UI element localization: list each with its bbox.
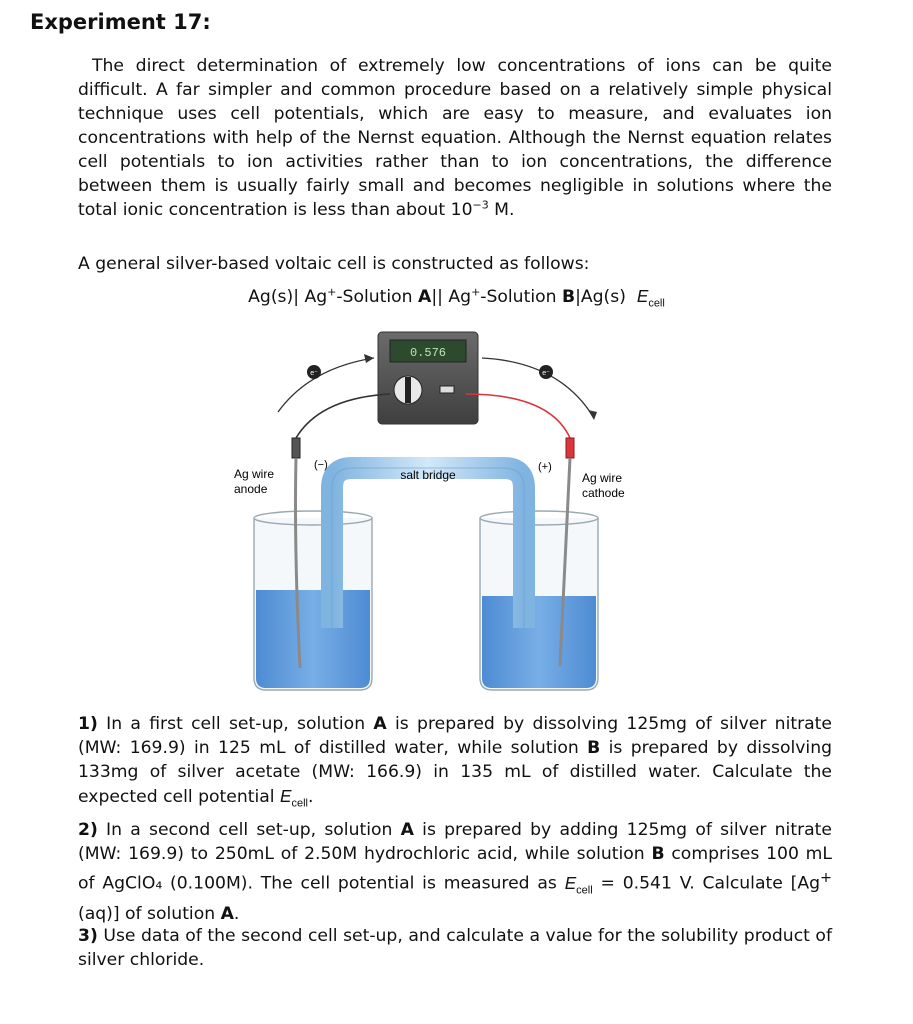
construction-text: A general silver-based voltaic cell is constructed as follows: — [78, 254, 590, 274]
cathode-sign: (+) — [538, 461, 552, 473]
solution-b — [482, 596, 596, 688]
intro-paragraph — [78, 54, 832, 222]
experiment-title: Experiment 17: — [30, 10, 211, 34]
anode-clip — [292, 438, 300, 458]
notation-solution-a: A — [418, 287, 432, 307]
cathode-label-line2: cathode — [582, 486, 625, 500]
cathode-lead-wire — [466, 394, 570, 438]
intro-text: The direct determination of extremely low concentrations of ions can be quite difficult. A far simpler and common procedure based on a relatively simple physical technique uses cell potentials, which are easy to measure, and evaluates ion concentrations with help of the Nernst equation. Although the Nernst equation relates cell potentials to ion activities rather than to ion concentrations, the difference between them is usually fairly small and becomes negligible in solutions where the total ionic concentration is less than about 10 — [78, 56, 832, 220]
svg-text:e⁻: e⁻ — [310, 370, 318, 377]
voltaic-cell-figure — [210, 328, 680, 698]
question-1: 1) In a first cell set-up, solution A is prepared by dissolving 125mg of silver nitrate (MW: 169.9) in 125 mL of distilled water, while solution B is prepared by dissolving 133mg of silver acetate (MW: 166.9) in 135 mL of distilled water. Calculate the expected cell potential $E_{cell}$. — [78, 714, 832, 810]
electron-flow-arrow-right — [482, 358, 594, 418]
intro-unit: M. — [488, 200, 515, 220]
cathode-label-line1: Ag wire — [582, 471, 623, 485]
notation-sup: + — [471, 285, 481, 299]
solution-a — [256, 590, 370, 688]
notation-part: || Ag — [431, 287, 472, 307]
notation-sup: + — [327, 285, 337, 299]
anode-label-line2: anode — [234, 482, 268, 496]
voltmeter-reading: 0.576 — [409, 346, 447, 360]
cell-notation — [0, 286, 913, 309]
question-3: 3) Use data of the second cell set-up, and calculate a value for the solubility product of silver chloride. — [78, 926, 832, 970]
cathode-beaker — [480, 511, 598, 690]
salt-bridge-label: salt bridge — [400, 468, 456, 482]
intro-exponent: −3 — [472, 198, 489, 212]
electron-icon — [307, 365, 321, 379]
svg-text:e⁻: e⁻ — [542, 370, 550, 377]
notation-solution-b: B — [561, 287, 576, 307]
question-2: 2) In a second cell set-up, solution A is prepared by adding 125mg of silver nitrate (MW: 169.9) to 250mL of 2.50M hydrochloric acid, while solution B comprises 100 mL of AgClO₄ (0.100M). The cell potential is measured as $E_{cell} = 0.541$ V. Calculate [Ag+(aq)] of solution A. — [78, 820, 832, 925]
notation-ecell: $E_{cell}$ — [636, 286, 665, 310]
cathode-clip — [566, 438, 574, 458]
notation-part: Ag(s)| Ag — [248, 287, 328, 307]
voltmeter — [378, 332, 478, 424]
electron-flow-arrow-left — [278, 358, 374, 412]
anode-lead-wire — [296, 394, 390, 438]
anode-sign: (−) — [314, 459, 328, 471]
notation-part: -Solution — [480, 287, 562, 307]
anode-label-line1: Ag wire — [234, 467, 275, 481]
anode-beaker — [254, 511, 372, 690]
notation-part: |Ag(s) — [575, 287, 626, 307]
notation-part: -Solution — [336, 287, 419, 307]
electron-icon — [539, 365, 553, 379]
